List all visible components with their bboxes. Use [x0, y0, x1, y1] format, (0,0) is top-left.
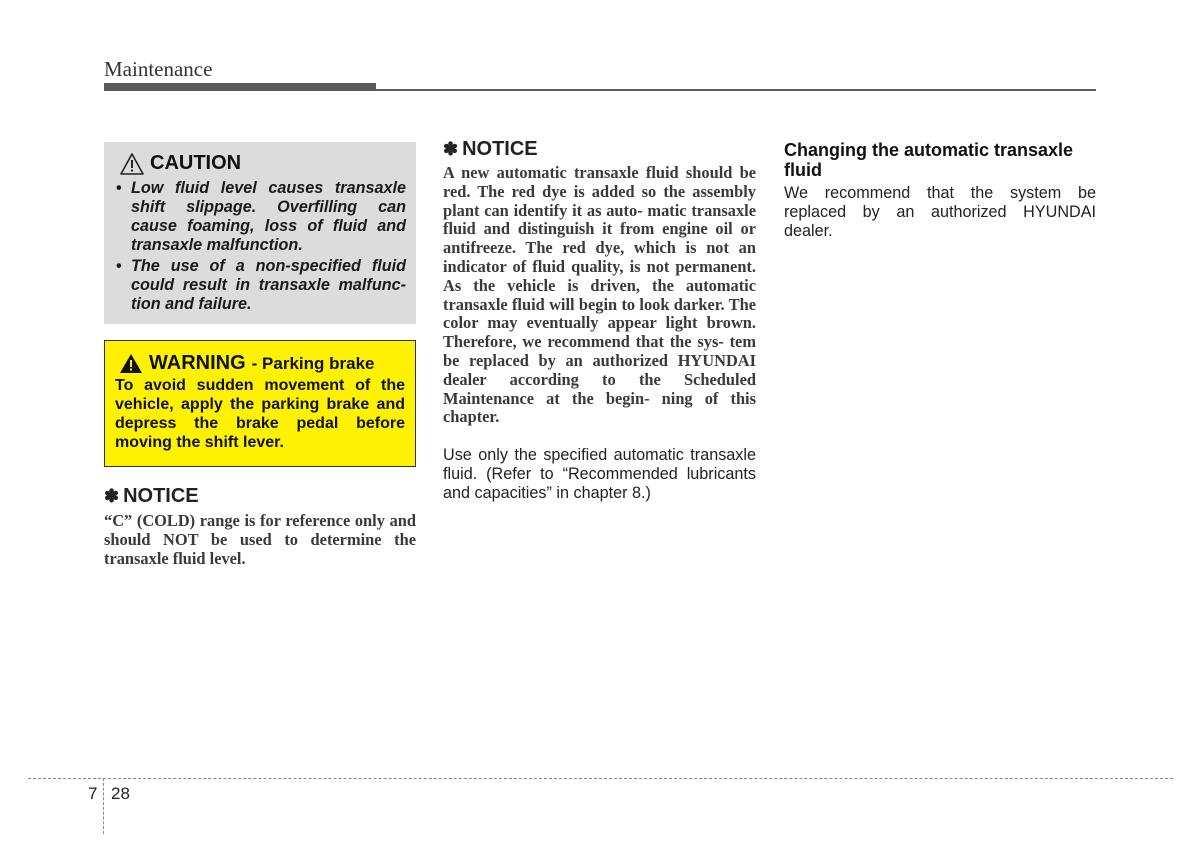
notice-left [104, 485, 416, 568]
section-paragraph: We recommend that the system be replaced by an authorized HYUNDAI dealer. [784, 184, 1096, 240]
caution-header [120, 152, 406, 175]
caution-list [114, 179, 406, 314]
warning-box [104, 340, 416, 467]
notice-title: NOTICE [123, 485, 199, 507]
notice-heading [104, 485, 416, 508]
caution-title: CAUTION [150, 152, 242, 174]
warning-text: To avoid sudden movement of the vehicle, apply the parking brake and depress the brake pedal before moving the shift lever. [115, 377, 405, 451]
caution-item: • The use of a non-specified fluid could result in transaxle malfunc- tion and failure. [116, 257, 406, 313]
notice-text: “C” (COLD) range is for reference only and should NOT be used to determine the transaxle fluid level. [104, 511, 416, 568]
notice-star-icon: ✽ [443, 139, 459, 159]
warning-title: WARNING [149, 352, 246, 374]
page-number: 28 [111, 784, 130, 803]
footer-divider [103, 778, 104, 834]
warning-header [119, 352, 405, 375]
warning-triangle-icon [119, 353, 143, 374]
chapter-number: 7 [88, 784, 98, 803]
notice-text: A new automatic transaxle fluid should be red. The red dye is added so the assembly plant can identify it as auto- matic transaxle fluid and distinguish it from engine oil or antifreeze. The red dye, which is not an indicator of fluid quality, is not permanent. As the vehicle is driven, the automatic transaxle fluid will begin to look darker. The color may eventually appear light brown. Therefore, we recommend that the sys- tem be replaced by an authorized HYUNDAI dealer according to the Scheduled Maintenance at the begin- ning of this chapter. [443, 163, 756, 427]
right-column [784, 140, 1096, 240]
notice-star-icon: ✽ [104, 486, 120, 506]
caution-item: • Low fluid level causes transaxle shift slippage. Overfilling can cause foaming, loss of fluid and transaxle malfunction. [116, 179, 406, 254]
middle-column [443, 138, 756, 503]
page-header-title: Maintenance [104, 57, 213, 81]
caution-box [104, 142, 416, 324]
notice-title: NOTICE [462, 138, 538, 160]
footer-rule [28, 778, 1173, 779]
notice-heading [443, 138, 756, 161]
warning-subtitle: - Parking brake [251, 353, 375, 373]
header-rule-thin [376, 89, 1096, 91]
caution-triangle-icon [120, 153, 144, 175]
header-rule-thick [104, 83, 376, 91]
fluid-spec-paragraph: Use only the specified automatic transaxle fluid. (Refer to “Recommended lubricants and capacities” in chapter 8.) [443, 446, 756, 502]
section-heading: Changing the automatic transaxle fluid [784, 140, 1074, 180]
